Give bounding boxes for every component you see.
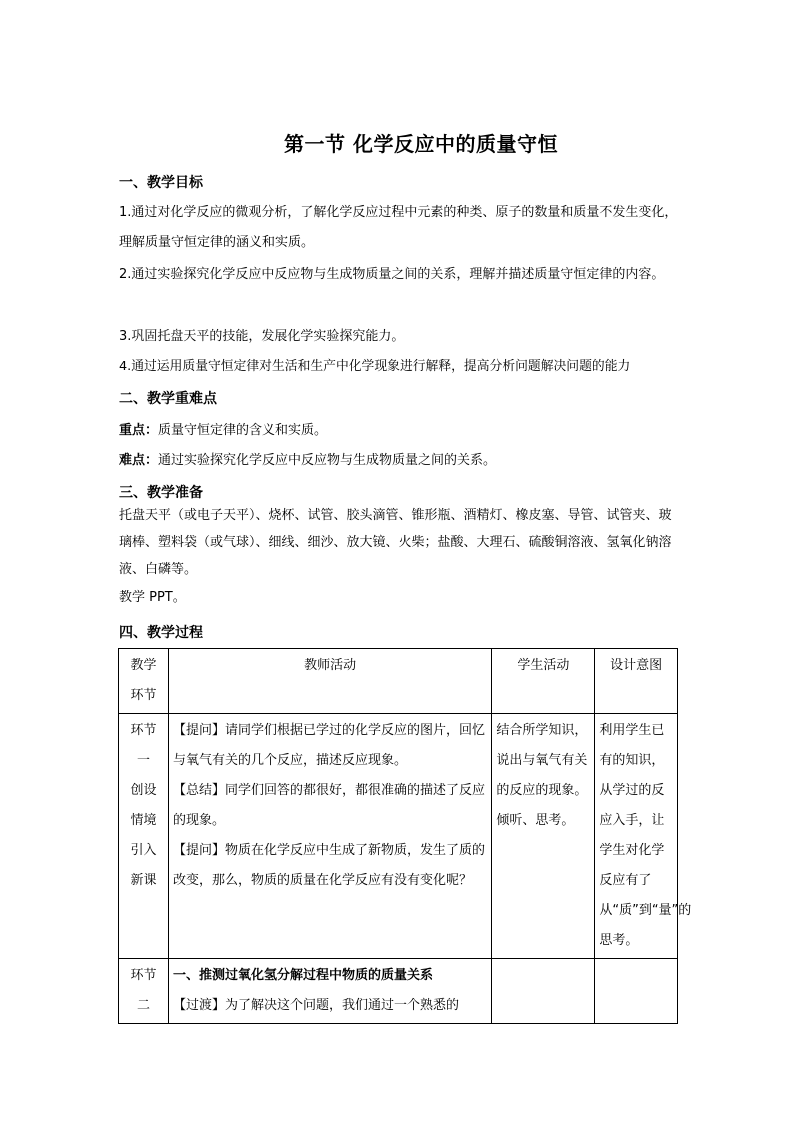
- goal-4: 4.通过运用质量守恒定律对生活和生产中化学现象进行解释，提高分析问题解决问题的能力: [119, 359, 631, 374]
- table-row: [119, 714, 678, 959]
- stage-line: 新课: [130, 873, 157, 888]
- stage-line: 二: [136, 998, 150, 1013]
- header-intent: 设计意图: [595, 649, 678, 714]
- student-cell: [492, 959, 595, 1024]
- prep-ppt: 教学 PPT。: [119, 590, 186, 605]
- prep-heading: 三、教学准备: [119, 485, 203, 501]
- key-text: 质量守恒定律的含义和实质。: [158, 423, 328, 438]
- teacher-item: 【总结】同学们回答的都很好，都很准确的描述了反应的现象。: [172, 783, 485, 828]
- stage-line: 一: [136, 753, 150, 768]
- difficult-text: 通过实验探究化学反应中反应物与生成物质量之间的关系。: [158, 453, 497, 468]
- stage-line: 引入: [130, 843, 157, 858]
- stage-line: 环节: [130, 723, 157, 738]
- process-table: [118, 648, 692, 1024]
- goals-heading: 一、教学目标: [119, 175, 203, 191]
- stage-line: 情境: [130, 813, 157, 828]
- goal-3: 3.巩固托盘天平的技能，发展化学实验探究能力。: [119, 329, 405, 344]
- goal-2: 2.通过实验探究化学反应中反应物与生成物质量之间的关系，理解并描述质量守恒定律的内容。: [119, 267, 665, 282]
- stage-cell: [119, 714, 169, 959]
- header-teacher: 教师活动: [168, 649, 491, 714]
- key-label: 重点：: [119, 423, 159, 438]
- teacher-subheading: 一、推测过氧化氢分解过程中物质的质量关系: [172, 968, 433, 983]
- teacher-cell: [168, 714, 491, 959]
- prep-text: 托盘天平（或电子天平）、烧杯、试管、胶头滴管、锥形瓶、酒精灯、橡皮塞、导管、试管夹、玻璃棒、塑料袋（或气球）、细线、细沙、放大镜、火柴；盐酸、大理石、硫酸铜溶液、氢氧化钠溶液、白磷等。: [119, 508, 672, 577]
- teacher-item: 【过渡】为了解决这个问题，我们通过一个熟悉的: [172, 998, 459, 1013]
- keypoints-heading: 二、教学重难点: [119, 391, 217, 407]
- difficult-point: [119, 446, 679, 476]
- student-cell: 结合所学知识，说出与氧气有关的反应的现象。 倾听、思考。: [492, 714, 595, 959]
- intent-cell: [595, 959, 678, 1024]
- stage-cell: [119, 959, 169, 1024]
- intent-cell: 利用学生已有的知识，从学过的反应入手，让学生对化学反应有了从“质”到“量”的思考。: [595, 714, 678, 959]
- teacher-item: 【提问】物质在化学反应中生成了新物质，发生了质的改变，那么，物质的质量在化学反应有没有变化呢？: [172, 843, 485, 888]
- difficult-label: 难点：: [119, 453, 159, 468]
- table-header-row: [119, 649, 678, 714]
- header-stage: 教学 环节: [119, 649, 169, 714]
- stage-line: 创设: [130, 783, 157, 798]
- goal-1: 1.通过对化学反应的微观分析，了解化学反应过程中元素的种类、原子的数量和质量不发生变化，理解质量守恒定律的涵义和实质。: [119, 205, 678, 250]
- header-student: 学生活动: [492, 649, 595, 714]
- key-point: [119, 416, 679, 446]
- teacher-cell: [168, 959, 491, 1024]
- table-row: [119, 959, 678, 1024]
- stage-line: 环节: [130, 968, 157, 983]
- teacher-item: 【提问】请同学们根据已学过的化学反应的图片，回忆与氧气有关的几个反应，描述反应现象。: [172, 723, 485, 768]
- process-heading: 四、教学过程: [119, 625, 203, 641]
- page-title: 第一节 化学反应中的质量守恒: [284, 132, 558, 156]
